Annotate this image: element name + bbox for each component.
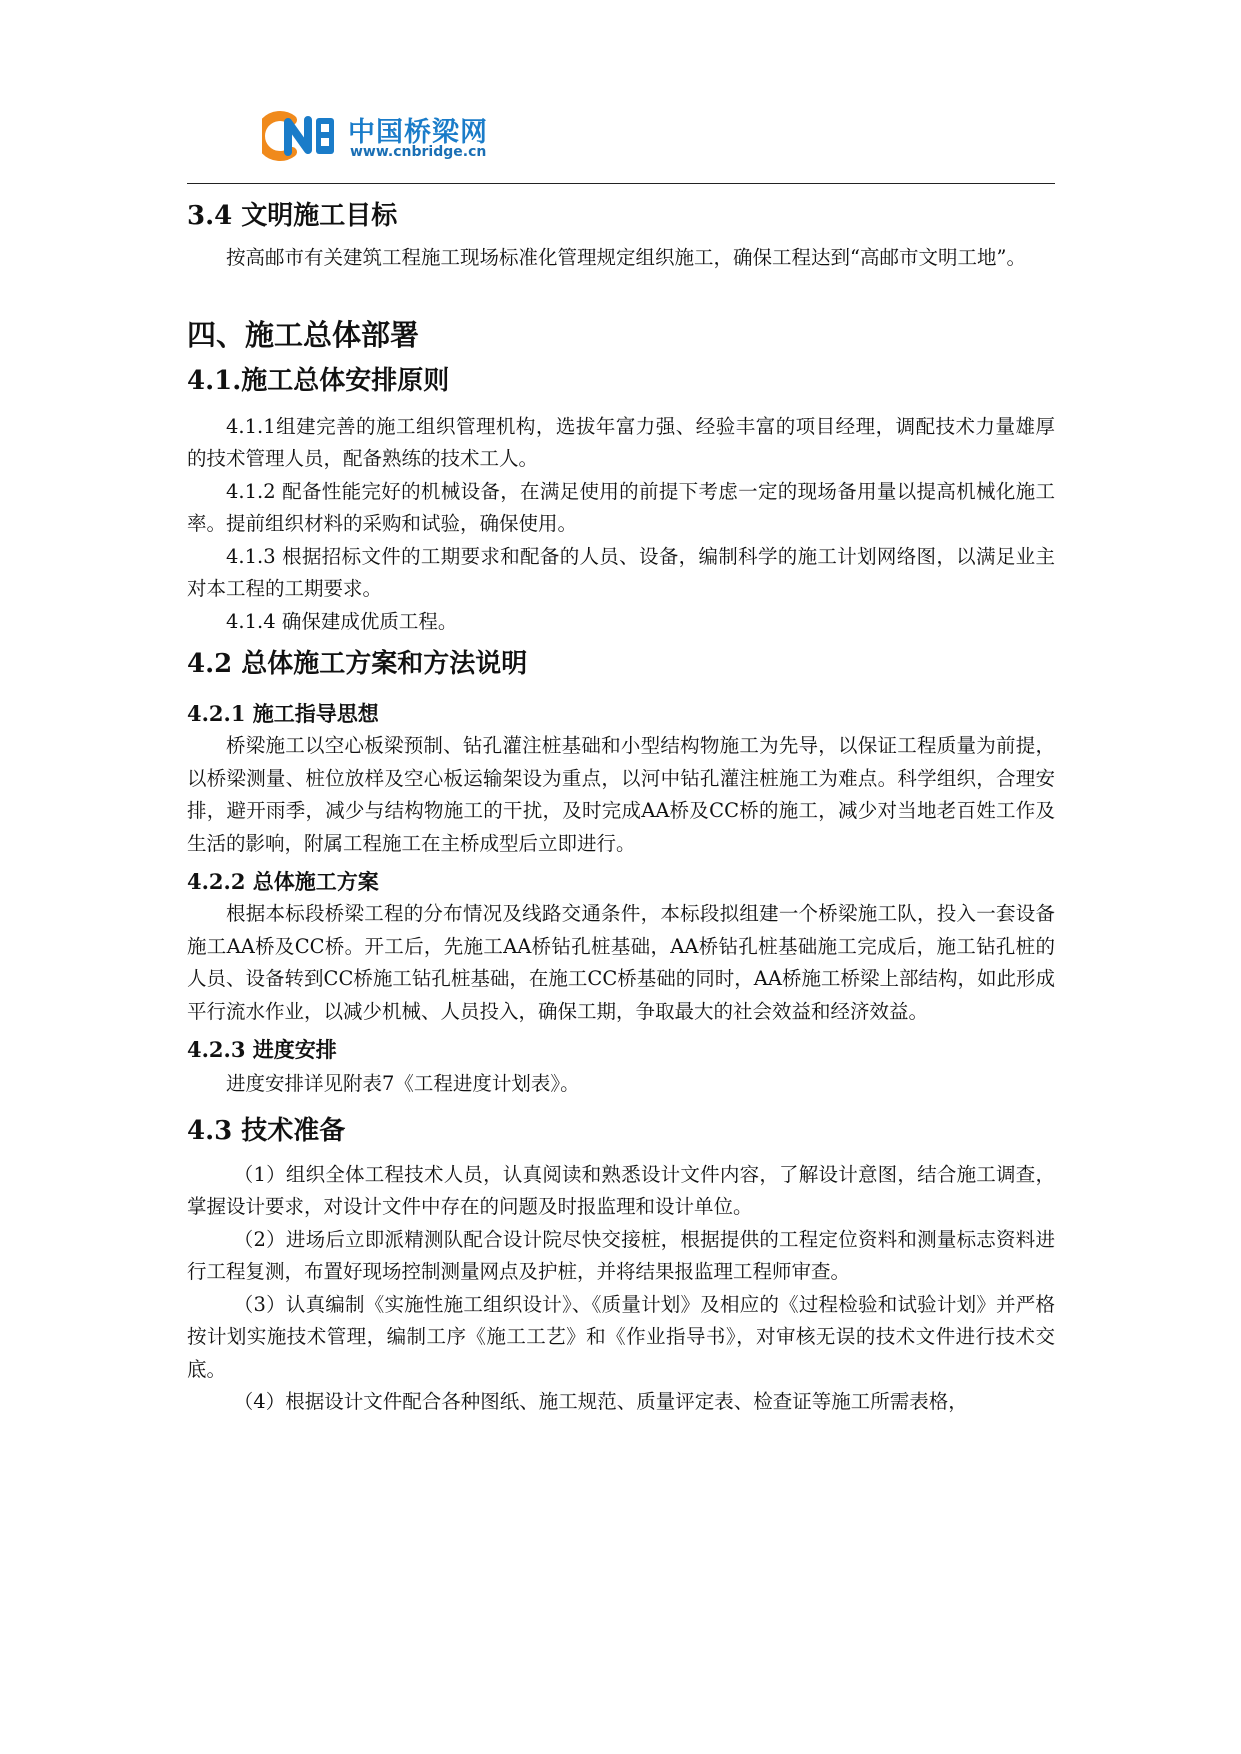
cnbridge-logo-icon bbox=[262, 106, 342, 166]
paragraph-4-3-3: （3）认真编制《实施性施工组织设计》、《质量计划》及相应的《过程检验和试验计划》并严格按计划实施技术管理，编制工序《施工工艺》和《作业指导书》，对审核无误的技术文件进行技术交底。 bbox=[187, 1292, 1055, 1381]
heading-section-4: 四、施工总体部署 bbox=[187, 317, 420, 352]
paragraph-4-3-1: （1）组织全体工程技术人员，认真阅读和熟悉设计文件内容，了解设计意图，结合施工调查，掌握设计要求，对设计文件中存在的问题及时报监理和设计单位。 bbox=[187, 1162, 1055, 1218]
paragraph-4-3-2: （2）进场后立即派精测队配合设计院尽快交接桩，根据提供的工程定位资料和测量标志资料进行工程复测，布置好现场控制测量网点及护桩，并将结果报监理工程师审查。 bbox=[187, 1227, 1055, 1283]
paragraph-4-1-4: 4.1.4 确保建成优质工程。 bbox=[226, 609, 458, 633]
heading-4-1: 4.1.施工总体安排原则 bbox=[187, 365, 450, 396]
heading-4-2-2: 4.2.2 总体施工方案 bbox=[187, 869, 379, 894]
logo-name: 中国桥梁网 bbox=[348, 117, 488, 148]
site-logo[interactable] bbox=[262, 106, 522, 166]
heading-4-2: 4.2 总体施工方案和方法说明 bbox=[187, 649, 528, 679]
document-body bbox=[187, 196, 1055, 1419]
heading-4-2-1: 4.2.1 施工指导思想 bbox=[187, 701, 379, 726]
paragraph-4-1-3: 4.1.3 根据招标文件的工期要求和配备的人员、设备，编制科学的施工计划网络图，以满足业主对本工程的工期要求。 bbox=[187, 544, 1055, 600]
paragraph-3-4: 按高邮市有关建筑工程施工现场标准化管理规定组织施工，确保工程达到“高邮市文明工地”。 bbox=[226, 246, 1026, 269]
paragraph-4-1-2: 4.1.2 配备性能完好的机械设备，在满足使用的前提下考虑一定的现场备用量以提高机械化施工率。提前组织材料的采购和试验，确保使用。 bbox=[187, 479, 1055, 535]
paragraph-4-2-3: 进度安排详见附表7《工程进度计划表》。 bbox=[226, 1072, 580, 1095]
paragraph-4-3-4: （4）根据设计文件配合各种图纸、施工规范、质量评定表、检查证等施工所需表格， bbox=[233, 1390, 968, 1413]
heading-3-4: 3.4 文明施工目标 bbox=[187, 201, 398, 231]
header-divider bbox=[187, 183, 1055, 184]
paragraph-4-2-1: 桥梁施工以空心板梁预制、钻孔灌注桩基础和小型结构物施工为先导，以保证工程质量为前提，以桥梁测量、桩位放样及空心板运输架设为重点，以河中钻孔灌注桩施工为难点。科学组织，合理安排，避开雨季，减少与结构物施工的干扰，及时完成AA桥及CC桥的施工，减少对当地老百姓工作及生活的影响，附属工程施工在主桥成型后立即进行。 bbox=[187, 734, 1055, 855]
paragraph-4-2-2: 根据本标段桥梁工程的分布情况及线路交通条件，本标段拟组建一个桥梁施工队，投入一套设备施工AA桥及CC桥。开工后，先施工AA桥钻孔桩基础，AA桥钻孔桩基础施工完成后，施工钻孔桩的人员、设备转到CC桥施工钻孔桩基础，在施工CC桥基础的同时，AA桥施工桥梁上部结构，如此形成平行流水作业，以减少机械、人员投入，确保工期，争取最大的社会效益和经济效益。 bbox=[187, 902, 1055, 1023]
heading-4-3: 4.3 技术准备 bbox=[187, 1115, 346, 1146]
heading-4-2-3: 4.2.3 进度安排 bbox=[187, 1037, 337, 1062]
paragraph-4-1-1: 4.1.1组建完善的施工组织管理机构，选拔年富力强、经验丰富的项目经理，调配技术力量雄厚的技术管理人员，配备熟练的技术工人。 bbox=[187, 414, 1055, 470]
logo-url[interactable]: www.cnbridge.cn bbox=[350, 144, 487, 160]
